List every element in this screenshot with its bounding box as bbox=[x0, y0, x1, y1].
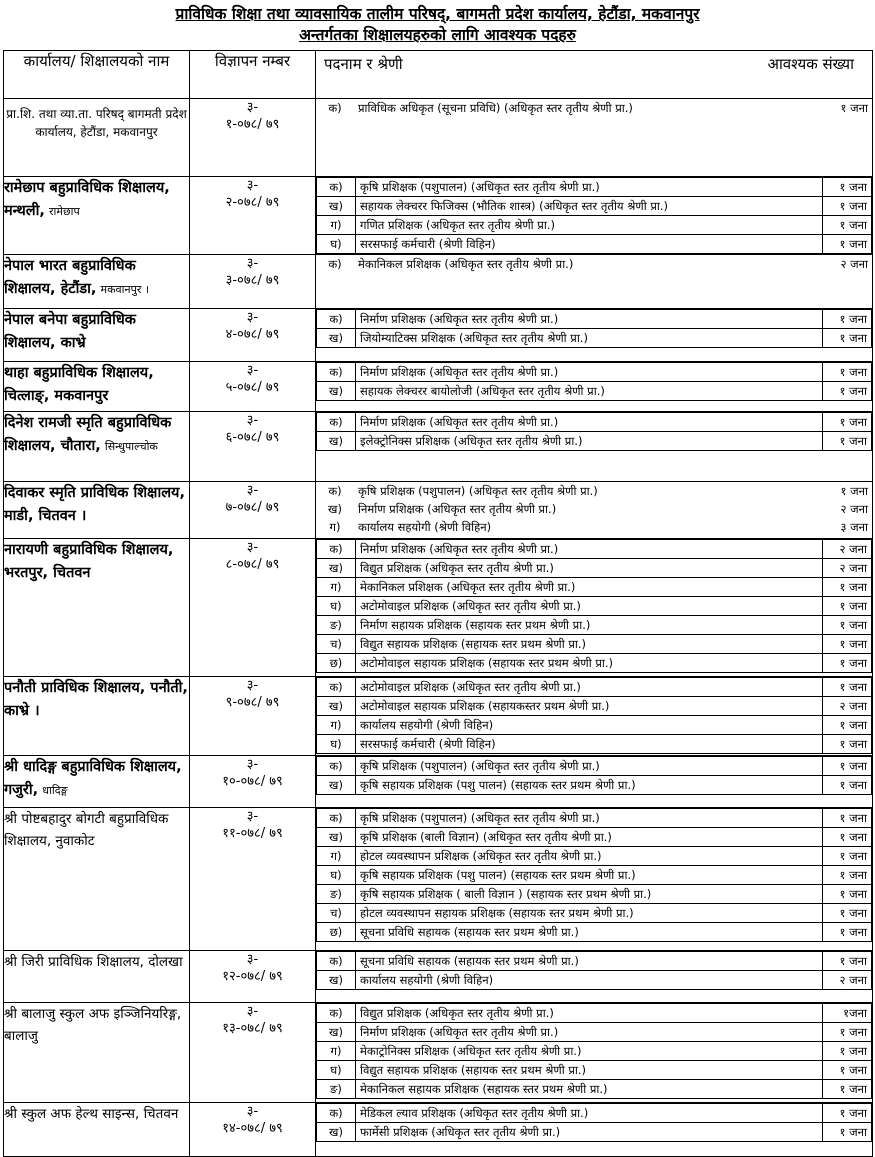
office-name-cell bbox=[4, 309, 190, 362]
post-name: मेडिकल ल्याव प्रशिक्षक (अधिकृत स्तर तृतीय श्रेणी प्रा.) bbox=[356, 1104, 823, 1123]
post-item bbox=[316, 518, 872, 536]
post-label: क) bbox=[317, 1104, 356, 1123]
post-item bbox=[317, 809, 872, 828]
post-item bbox=[317, 904, 872, 923]
post-label: क) bbox=[317, 809, 356, 828]
advertisement-number: ३- ५-०७८/ ७९ bbox=[190, 362, 316, 412]
post-name: मेकानिकल सहायक प्रशिक्षक (सहायक स्तर प्रथम श्रेणी प्रा.) bbox=[356, 1080, 823, 1099]
posts-list bbox=[316, 482, 872, 536]
post-label: ग) bbox=[317, 716, 356, 735]
office-name-bold: नेपाल भारत बहुप्राविधिक शिक्षालय, हेटौंडा, bbox=[4, 258, 136, 297]
posts-list bbox=[316, 1103, 872, 1142]
post-count: १ जना bbox=[823, 1061, 872, 1080]
post-count: १ जना bbox=[823, 716, 872, 735]
post-count: १ जना bbox=[823, 235, 872, 254]
advertisement-number: ३- ८-०७८/ ७९ bbox=[190, 539, 316, 677]
post-item bbox=[317, 716, 872, 735]
table-row bbox=[4, 539, 873, 677]
advertisement-number: ३- ११-०७८/ ७९ bbox=[190, 808, 316, 951]
office-name-cell bbox=[4, 412, 190, 482]
post-label: क) bbox=[317, 757, 356, 776]
post-item bbox=[317, 1042, 872, 1061]
post-item bbox=[317, 1004, 872, 1023]
post-item bbox=[317, 1080, 872, 1099]
post-count: १ जना bbox=[823, 578, 872, 597]
post-name: अटोमोवाइल प्रशिक्षक (अधिकृत स्तर तृतीय श्रेणी प्रा.) bbox=[356, 678, 823, 697]
post-item bbox=[317, 559, 872, 578]
header-post: पदनाम र श्रेणी bbox=[324, 55, 403, 73]
posts-cell bbox=[316, 808, 873, 951]
post-item bbox=[317, 235, 872, 254]
post-name: सरसफाई कर्मचारी (श्रेणी विहिन) bbox=[356, 235, 823, 254]
post-item bbox=[317, 952, 872, 971]
post-name: कृषि प्रशिक्षक (पशुपालन) (अधिकृत स्तर तृतीय श्रेणी प्रा.) bbox=[358, 484, 598, 498]
title-line-1: प्राविधिक शिक्षा तथा व्यावसायिक तालीम परिषद्, बागमती प्रदेश कार्यालय, हेटौंडा, मकवानपुर bbox=[175, 5, 700, 23]
table-row bbox=[4, 808, 873, 951]
advertisement-number: ३- ७-०७८/ ७९ bbox=[190, 482, 316, 539]
office-name-bold: रामेछाप बहुप्राविधिक शिक्षालय, मन्थली, bbox=[4, 180, 170, 219]
post-label: घ) bbox=[317, 235, 356, 254]
post-item bbox=[317, 678, 872, 697]
post-count: १ जना bbox=[823, 904, 872, 923]
post-label: ख) bbox=[317, 382, 356, 401]
posts-list bbox=[316, 539, 872, 673]
post-name: गणित प्रशिक्षक (अधिकृत स्तर तृतीय श्रेणी प्रा.) bbox=[356, 216, 823, 235]
post-label: क) bbox=[317, 952, 356, 971]
post-label: ग) bbox=[329, 520, 341, 534]
post-item bbox=[317, 735, 872, 754]
office-name: श्री जिरी प्राविधिक शिक्षालय, दोलखा bbox=[4, 954, 183, 970]
post-label: छ) bbox=[317, 654, 356, 673]
posts-list bbox=[316, 808, 872, 942]
post-name: कृषि प्रशिक्षक (बाली विज्ञान) (अधिकृत स्तर तृतीय श्रेणी प्रा.) bbox=[356, 828, 823, 847]
post-item bbox=[316, 500, 872, 518]
posts-list bbox=[316, 177, 872, 254]
advertisement-number: ३- १-०७८/ ७९ bbox=[190, 99, 316, 177]
post-count: १ जना bbox=[823, 735, 872, 754]
office-name-bold: श्री धादिङ्ग बहुप्राविधिक शिक्षालय, गजुरी, bbox=[4, 759, 182, 798]
post-label: क) bbox=[317, 363, 356, 382]
posts-cell bbox=[316, 362, 873, 412]
post-name: सूचना प्रविधि सहायक (सहायक स्तर प्रथम श्रेणी प्रा.) bbox=[356, 923, 823, 942]
post-name: इलेक्ट्रोनिक्स प्रशिक्षक (अधिकृत स्तर तृतीय श्रेणी प्रा.) bbox=[356, 432, 823, 451]
posts-list bbox=[316, 756, 872, 795]
post-item bbox=[316, 482, 872, 500]
post-name: निर्माण प्रशिक्षक (अधिकृत स्तर तृतीय श्रेणी प्रा.) bbox=[356, 363, 823, 382]
office-district: मकवानपुर । bbox=[100, 283, 150, 296]
post-item bbox=[317, 432, 872, 451]
post-item bbox=[317, 1023, 872, 1042]
post-name: सहायक लेक्चरर बायोलोजी (अधिकृत स्तर तृतीय श्रेणी प्रा.) bbox=[356, 382, 823, 401]
post-item bbox=[317, 616, 872, 635]
post-count: १ जना bbox=[823, 216, 872, 235]
table-row bbox=[4, 412, 873, 482]
post-name: मेकानिकल प्रशिक्षक (अधिकृत स्तर तृतीय श्रेणी प्रा.) bbox=[356, 578, 823, 597]
post-count: १ जना bbox=[823, 1023, 872, 1042]
post-name: सहायक लेक्चरर फिजिक्स (भौतिक शास्त्र) (अधिकृत स्तर तृतीय श्रेणी प्रा.) bbox=[356, 197, 823, 216]
post-name: निर्माण प्रशिक्षक (अधिकृत स्तर तृतीय श्रेणी प्रा.) bbox=[356, 310, 823, 329]
office-name-cell bbox=[4, 482, 190, 539]
post-item bbox=[317, 757, 872, 776]
office-name: श्री पोष्टबहादुर बोगटी बहुप्राविधिक शिक्षालय, नुवाकोट bbox=[4, 811, 169, 849]
post-item bbox=[317, 178, 872, 197]
post-count: २ जना bbox=[823, 971, 872, 990]
post-count: १ जना bbox=[823, 885, 872, 904]
posts-list bbox=[316, 951, 872, 990]
office-name-cell bbox=[4, 255, 190, 309]
post-label: ख) bbox=[317, 432, 356, 451]
post-label: घ) bbox=[317, 1061, 356, 1080]
office-name-cell bbox=[4, 756, 190, 808]
advertisement-number: ३- २-०७८/ ७९ bbox=[190, 177, 316, 255]
post-name: कृषि सहायक प्रशिक्षक ( बाली विज्ञान ) (सहायक स्तर प्रथम श्रेणी प्रा.) bbox=[356, 885, 823, 904]
advertisement-number: ३- १३-०७८/ ७९ bbox=[190, 1003, 316, 1103]
post-item bbox=[317, 971, 872, 990]
posts-cell bbox=[316, 99, 873, 177]
post-name: फार्मेसी प्रशिक्षक (अधिकृत स्तर तृतीय श्रेणी प्रा.) bbox=[356, 1123, 823, 1142]
posts-cell bbox=[316, 412, 873, 482]
advertisement-number: ३- ४-०७८/ ७९ bbox=[190, 309, 316, 362]
office-name-bold: पनौती प्राविधिक शिक्षालय, पनौती, काभ्रे । bbox=[4, 680, 188, 719]
post-count: १ जना bbox=[823, 363, 872, 382]
post-count: १ जना bbox=[823, 923, 872, 942]
post-name: कृषि सहायक प्रशिक्षक (पशु पालन) (सहायक स्तर प्रथम श्रेणी प्रा.) bbox=[356, 866, 823, 885]
table-row bbox=[4, 1003, 873, 1103]
post-item bbox=[317, 923, 872, 942]
post-item bbox=[317, 382, 872, 401]
post-label: क) bbox=[328, 484, 342, 498]
office-district: सिन्धुपाल्चोक bbox=[104, 440, 158, 453]
post-label: ख) bbox=[317, 329, 356, 348]
post-item bbox=[317, 635, 872, 654]
post-item bbox=[316, 99, 872, 117]
posts-cell bbox=[316, 1103, 873, 1157]
post-count: १जना bbox=[823, 1004, 872, 1023]
post-item bbox=[317, 828, 872, 847]
post-name: अटोमोवाइल सहायक प्रशिक्षक (सहायक स्तर प्रथम श्रेणी प्रा.) bbox=[356, 654, 823, 673]
post-count: १ जना bbox=[823, 197, 872, 216]
office-name-cell bbox=[4, 1003, 190, 1103]
advertisement-number: ३- १४-०७८/ ७९ bbox=[190, 1103, 316, 1157]
title-line-2: अन्तर्गतका शिक्षालयहरुको लागि आवश्यक पदहरु bbox=[299, 26, 576, 44]
post-count: १ जना bbox=[823, 1104, 872, 1123]
table-row bbox=[4, 362, 873, 412]
post-count: १ जना bbox=[823, 432, 872, 451]
post-label: ख) bbox=[317, 559, 356, 578]
office-name: श्री बालाजु स्कुल अफ इञ्जिनियरिङ्ग, बालाजु bbox=[4, 1006, 182, 1044]
office-name-cell bbox=[4, 951, 190, 1003]
post-name: मेकाट्रोनिक्स प्रशिक्षक (अधिकृत स्तर तृतीय श्रेणी प्रा.) bbox=[356, 1042, 823, 1061]
post-count: १ जना bbox=[823, 1042, 872, 1061]
post-name: अटोमोवाइल सहायक प्रशिक्षक (सहायकस्तर प्रथम श्रेणी प्रा.) bbox=[356, 697, 823, 716]
post-item bbox=[317, 216, 872, 235]
post-name: जियोम्याटिक्स प्रशिक्षक (अधिकृत स्तर तृतीय श्रेणी प्रा.) bbox=[356, 329, 823, 348]
post-name: निर्माण प्रशिक्षक (अधिकृत स्तर तृतीय श्रेणी प्रा.) bbox=[356, 540, 823, 559]
post-count: १ जना bbox=[823, 828, 872, 847]
table-row bbox=[4, 309, 873, 362]
post-count: २ जना bbox=[840, 502, 868, 516]
post-name: सरसफाई कर्मचारी (श्रेणी विहिन) bbox=[356, 735, 823, 754]
post-label: क) bbox=[328, 257, 342, 271]
post-count: २ जना bbox=[823, 559, 872, 578]
post-name: निर्माण प्रशिक्षक (अधिकृत स्तर तृतीय श्रेणी प्रा.) bbox=[356, 1023, 823, 1042]
office-name-bold: थाहा बहुप्राविधिक शिक्षालय, चित्लाङ्, मकवानपुर bbox=[4, 365, 154, 404]
header-office: कार्यालय/ शिक्षालयको नाम bbox=[4, 51, 190, 99]
advertisement-number: ३- १०-०७८/ ७९ bbox=[190, 756, 316, 808]
office-name-cell bbox=[4, 539, 190, 677]
post-item bbox=[316, 255, 872, 273]
post-label: क) bbox=[328, 101, 342, 115]
post-count: १ जना bbox=[823, 413, 872, 432]
post-name: विद्युत सहायक प्रशिक्षक (सहायक स्तर प्रथम श्रेणी प्रा.) bbox=[356, 1061, 823, 1080]
posts-list bbox=[316, 309, 872, 348]
post-label: क) bbox=[317, 678, 356, 697]
post-name: अटोमोवाइल प्रशिक्षक (अधिकृत स्तर तृतीय श्रेणी प्रा.) bbox=[356, 597, 823, 616]
post-count: १ जना bbox=[823, 1123, 872, 1142]
post-label: ख) bbox=[317, 1023, 356, 1042]
document-title bbox=[0, 0, 875, 46]
post-name: कृषि प्रशिक्षक (पशुपालन) (अधिकृत स्तर तृतीय श्रेणी प्रा.) bbox=[356, 178, 823, 197]
post-count: १ जना bbox=[823, 847, 872, 866]
post-label: च) bbox=[317, 904, 356, 923]
post-item bbox=[317, 310, 872, 329]
post-item bbox=[317, 578, 872, 597]
post-count: १ जना bbox=[823, 654, 872, 673]
post-label: क) bbox=[317, 310, 356, 329]
office-name-cell bbox=[4, 99, 190, 177]
post-label: ङ) bbox=[317, 1080, 356, 1099]
posts-list bbox=[316, 99, 872, 117]
post-count: २ जना bbox=[823, 697, 872, 716]
post-name: होटल व्यवस्थापन प्रशिक्षक (अधिकृत स्तर तृतीय श्रेणी प्रा.) bbox=[356, 847, 823, 866]
posts-list bbox=[316, 362, 872, 401]
posts-cell bbox=[316, 539, 873, 677]
post-name: कार्यालय सहयोगी (श्रेणी विहिन) bbox=[358, 520, 492, 534]
post-item bbox=[317, 597, 872, 616]
post-label: ख) bbox=[317, 828, 356, 847]
post-name: कृषि प्रशिक्षक (पशुपालन) (अधिकृत स्तर तृतीय श्रेणी प्रा.) bbox=[356, 757, 823, 776]
post-count: १ जना bbox=[823, 757, 872, 776]
office-name-bold: दिनेश रामजी स्मृति बहुप्राविधिक शिक्षालय, चौतारा, bbox=[4, 415, 172, 454]
post-count: १ जना bbox=[823, 678, 872, 697]
table-row bbox=[4, 99, 873, 177]
table-row bbox=[4, 177, 873, 255]
advertisement-number: ३- ६-०७८/ ७९ bbox=[190, 412, 316, 482]
office-name-bold: नारायणी बहुप्राविधिक शिक्षालय, भरतपुर, चितवन bbox=[4, 542, 174, 581]
post-item bbox=[317, 363, 872, 382]
office-district: धादिङ्ग bbox=[42, 784, 68, 797]
advertisement-number: ३- ३-०७८/ ७९ bbox=[190, 255, 316, 309]
post-label: च) bbox=[317, 635, 356, 654]
office-district: रामेछाप bbox=[49, 205, 80, 218]
post-name: विद्युत प्रशिक्षक (अधिकृत स्तर तृतीय श्रेणी प्रा.) bbox=[356, 1004, 823, 1023]
office-name: श्री स्कुल अफ हेल्थ साइन्स, चितवन bbox=[4, 1106, 179, 1122]
post-label: क) bbox=[317, 178, 356, 197]
post-name: प्राविधिक अधिकृत (सूचना प्रविधि) (अधिकृत स्तर तृतीय श्रेणी प्रा.) bbox=[358, 101, 633, 115]
post-count: १ जना bbox=[823, 1080, 872, 1099]
post-count: २ जना bbox=[840, 257, 868, 271]
post-name: कार्यालय सहयोगी (श्रेणी विहिन) bbox=[356, 971, 823, 990]
post-label: घ) bbox=[317, 866, 356, 885]
post-label: ग) bbox=[317, 1042, 356, 1061]
table-row bbox=[4, 756, 873, 808]
post-count: २ जना bbox=[823, 540, 872, 559]
post-name: कृषि प्रशिक्षक (पशुपालन) (अधिकृत स्तर तृतीय श्रेणी प्रा.) bbox=[356, 809, 823, 828]
post-label: ख) bbox=[328, 502, 342, 516]
post-item bbox=[317, 1061, 872, 1080]
table-row bbox=[4, 951, 873, 1003]
post-label: क) bbox=[317, 540, 356, 559]
post-count: १ जना bbox=[823, 952, 872, 971]
post-item bbox=[317, 654, 872, 673]
post-count: १ जना bbox=[840, 484, 868, 498]
post-label: क) bbox=[317, 413, 356, 432]
post-name: कार्यालय सहयोगी (श्रेणी विहिन) bbox=[356, 716, 823, 735]
post-count: १ जना bbox=[823, 776, 872, 795]
table-row bbox=[4, 255, 873, 309]
posts-cell bbox=[316, 177, 873, 255]
office-name-cell bbox=[4, 362, 190, 412]
posts-cell bbox=[316, 309, 873, 362]
post-count: १ जना bbox=[823, 635, 872, 654]
post-name: निर्माण प्रशिक्षक (अधिकृत स्तर तृतीय श्रेणी प्रा.) bbox=[356, 413, 823, 432]
post-name: मेकानिकल प्रशिक्षक (अधिकृत स्तर तृतीय श्रेणी प्रा.) bbox=[358, 257, 574, 271]
post-label: ङ) bbox=[317, 616, 356, 635]
post-item bbox=[317, 1104, 872, 1123]
post-label: घ) bbox=[317, 735, 356, 754]
header-post-and-required bbox=[316, 51, 873, 99]
table-header-row bbox=[4, 51, 873, 99]
posts-list bbox=[316, 255, 872, 273]
post-label: ख) bbox=[317, 1123, 356, 1142]
posts-list bbox=[316, 1003, 872, 1099]
office-name-cell bbox=[4, 677, 190, 756]
post-name: कृषि सहायक प्रशिक्षक (पशु पालन) (सहायक स्तर प्रथम श्रेणी प्रा.) bbox=[356, 776, 823, 795]
post-label: ग) bbox=[317, 216, 356, 235]
header-required-count: आवश्यक संख्या bbox=[767, 55, 854, 73]
post-label: ग) bbox=[317, 847, 356, 866]
posts-cell bbox=[316, 482, 873, 539]
post-item bbox=[317, 197, 872, 216]
post-count: १ जना bbox=[823, 310, 872, 329]
post-label: घ) bbox=[317, 597, 356, 616]
posts-list bbox=[316, 412, 872, 451]
post-item bbox=[317, 847, 872, 866]
posts-list bbox=[316, 677, 872, 754]
post-label: ग) bbox=[317, 578, 356, 597]
post-item bbox=[317, 329, 872, 348]
post-count: ३ जना bbox=[840, 520, 868, 534]
posts-cell bbox=[316, 951, 873, 1003]
post-count: १ जना bbox=[823, 329, 872, 348]
posts-cell bbox=[316, 677, 873, 756]
table-body bbox=[4, 99, 873, 1157]
office-name-bold: दिवाकर स्मृति प्राविधिक शिक्षालय, माडी, चितवन । bbox=[4, 485, 185, 524]
post-item bbox=[317, 413, 872, 432]
post-label: ख) bbox=[317, 776, 356, 795]
post-count: १ जना bbox=[823, 616, 872, 635]
positions-table bbox=[3, 50, 873, 1157]
post-item bbox=[317, 697, 872, 716]
posts-cell bbox=[316, 255, 873, 309]
post-count: १ जना bbox=[823, 382, 872, 401]
post-name: निर्माण सहायक प्रशिक्षक (सहायक स्तर प्रथम श्रेणी प्रा.) bbox=[356, 616, 823, 635]
table-row bbox=[4, 1103, 873, 1157]
post-name: विद्युत सहायक प्रशिक्षक (सहायक स्तर प्रथम श्रेणी प्रा.) bbox=[356, 635, 823, 654]
post-count: १ जना bbox=[823, 178, 872, 197]
office-name-bold: नेपाल बनेपा बहुप्राविधिक शिक्षालय, काभ्रे bbox=[4, 312, 136, 351]
post-item bbox=[317, 1123, 872, 1142]
post-name: सूचना प्रविधि सहायक (सहायक स्तर प्रथम श्रेणी प्रा.) bbox=[356, 952, 823, 971]
post-item bbox=[317, 776, 872, 795]
table-row bbox=[4, 677, 873, 756]
post-label: ख) bbox=[317, 197, 356, 216]
post-count: १ जना bbox=[823, 809, 872, 828]
post-item bbox=[317, 885, 872, 904]
post-count: १ जना bbox=[823, 597, 872, 616]
post-item bbox=[317, 866, 872, 885]
post-label: छ) bbox=[317, 923, 356, 942]
office-name: प्रा.शि. तथा व्या.ता. परिषद् बागमती प्रदेश कार्यालय, हेटौंडा, मकवानपुर bbox=[6, 107, 187, 139]
post-count: १ जना bbox=[840, 101, 868, 115]
post-name: निर्माण प्रशिक्षक (अधिकृत स्तर तृतीय श्रेणी प्रा.) bbox=[358, 502, 557, 516]
post-count: १ जना bbox=[823, 866, 872, 885]
post-item bbox=[317, 540, 872, 559]
office-name-cell bbox=[4, 808, 190, 951]
post-label: ङ) bbox=[317, 885, 356, 904]
posts-cell bbox=[316, 1003, 873, 1103]
header-advertisement-no: विज्ञापन नम्बर bbox=[190, 51, 316, 99]
advertisement-number: ३- १२-०७८/ ७९ bbox=[190, 951, 316, 1003]
post-label: ख) bbox=[317, 697, 356, 716]
table-row bbox=[4, 482, 873, 539]
post-label: ख) bbox=[317, 971, 356, 990]
posts-cell bbox=[316, 756, 873, 808]
post-name: होटल व्यवस्थापन सहायक प्रशिक्षक (सहायक स्तर प्रथम श्रेणी प्रा.) bbox=[356, 904, 823, 923]
office-name-cell bbox=[4, 177, 190, 255]
post-label: क) bbox=[317, 1004, 356, 1023]
office-name-cell bbox=[4, 1103, 190, 1157]
post-name: विद्युत प्रशिक्षक (अधिकृत स्तर तृतीय श्रेणी प्रा.) bbox=[356, 559, 823, 578]
advertisement-number: ३- ९-०७८/ ७९ bbox=[190, 677, 316, 756]
